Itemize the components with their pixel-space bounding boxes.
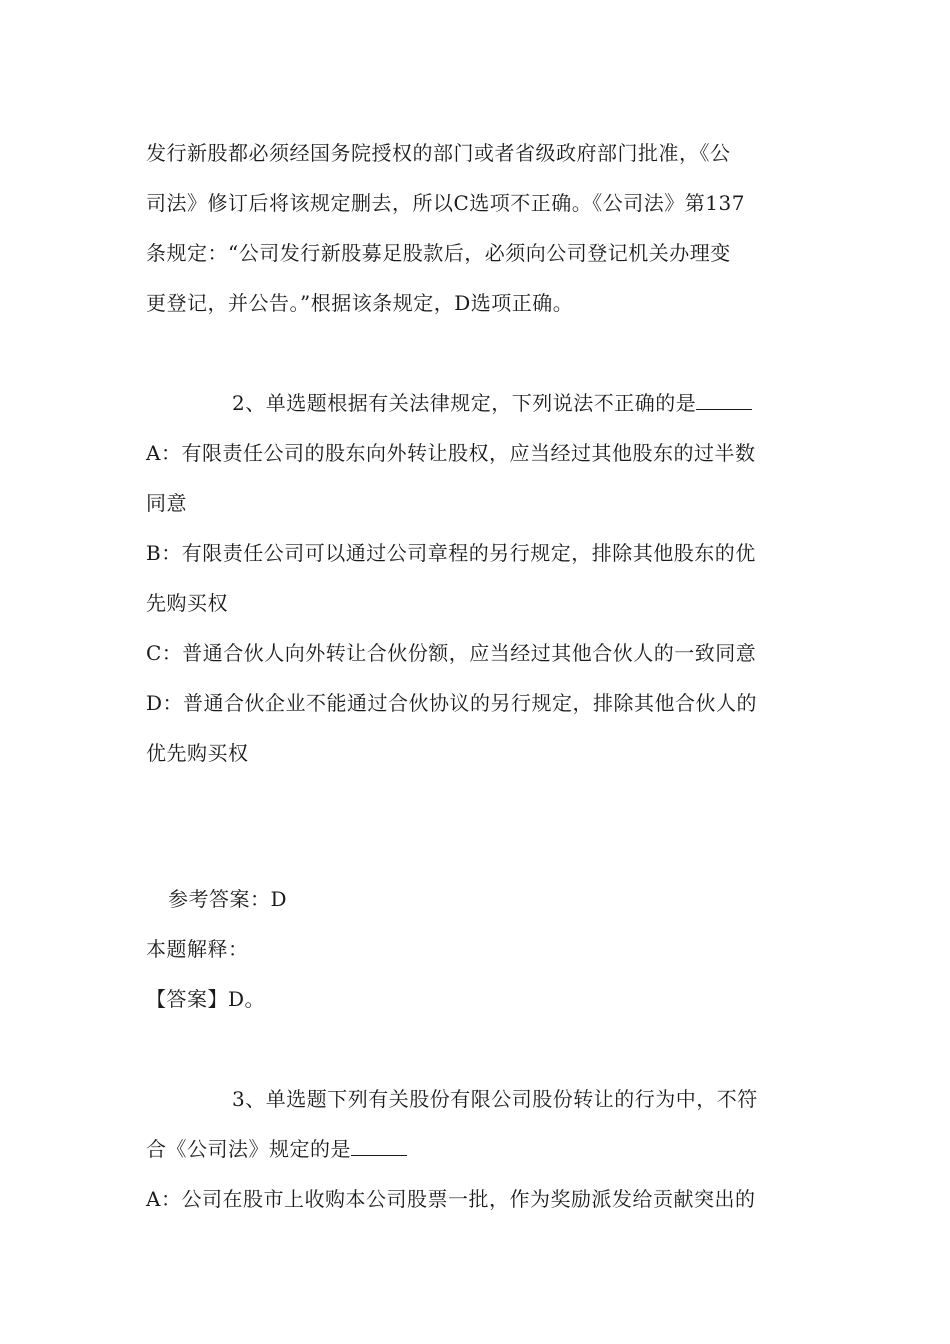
question-2-option-c-line-1: C：普通合伙人向外转让合伙份额，应当经过其他合伙人的一致同意 — [146, 641, 757, 665]
explanation-line-4: 更登记，并公告。”根据该条规定，D选项正确。 — [146, 291, 574, 315]
question-3-stem-line-2-text: 合《公司法》规定的是 — [146, 1137, 351, 1161]
question-2-option-d-line-2: 优先购买权 — [146, 741, 249, 765]
question-2-option-a-line-1: A：有限责任公司的股东向外转让股权，应当经过其他股东的过半数 — [146, 441, 756, 465]
explanation-line-1: 发行新股都必须经国务院授权的部门或者省级政府部门批准，《公 — [146, 141, 731, 165]
question-2-stem — [232, 390, 806, 416]
question-2-option-b-line-2: 先购买权 — [146, 591, 228, 615]
explanation-line-2: 司法》修订后将该规定删去，所以C选项不正确。《公司法》第137 — [146, 191, 745, 215]
reference-answer: 参考答案：D — [168, 887, 288, 911]
answer-note: 【答案】D。 — [146, 987, 266, 1011]
question-2-stem-text: 2、单选题根据有关法律规定，下列说法不正确的是 — [232, 391, 697, 415]
answer-blank — [696, 391, 752, 410]
question-3-stem-line-1: 3、单选题下列有关股份有限公司股份转让的行为中，不符 — [232, 1087, 758, 1111]
answer-blank — [351, 1137, 407, 1156]
question-3-stem-line-2 — [146, 1136, 806, 1162]
question-3-option-a-line-1: A：公司在股市上收购本公司股票一批，作为奖励派发给贡献突出的 — [146, 1187, 756, 1211]
explanation-label: 本题解释： — [146, 937, 249, 961]
explanation-line-3: 条规定：“公司发行新股募足股款后，必须向公司登记机关办理变 — [146, 241, 731, 265]
question-2-option-b-line-1: B：有限责任公司可以通过公司章程的另行规定，排除其他股东的优 — [146, 541, 756, 565]
question-2-option-a-line-2: 同意 — [146, 491, 187, 515]
question-2-option-d-line-1: D：普通合伙企业不能通过合伙协议的另行规定，排除其他合伙人的 — [146, 691, 758, 715]
